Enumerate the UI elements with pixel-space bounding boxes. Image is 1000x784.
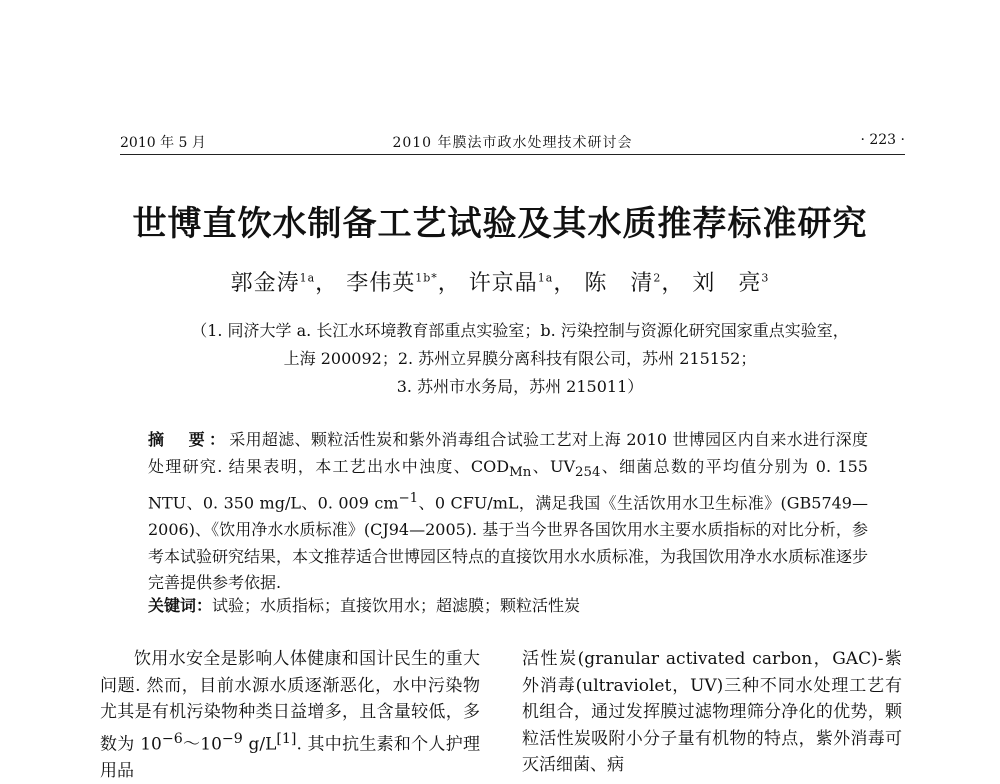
body-text: . 其中抗生素和个人护理用品 (100, 734, 480, 781)
keywords-label: 关键词： (148, 596, 213, 615)
header-page-number: · 223 · (860, 132, 905, 148)
body-text: 饮用水安全是影响人体健康和国计民生的重大问题. 然而，目前水源水质逐渐恶化，水中污染物尤其是有机污染物种类日益增多，且含量较低，多数为 10 (100, 649, 480, 755)
abstract-text: 、细菌总数的平均值分别为 0. 155 NTU、0. 350 mg/L、0. 009 cm (148, 456, 868, 513)
citation-ref[interactable]: [1] (276, 730, 297, 747)
affiliation-line: （1. 同济大学 a. 长江水环境教育部重点实验室；b. 污染控制与资源化研究国家重点实验室， (191, 321, 849, 340)
abstract-subscript: Mn (509, 464, 532, 480)
exponent: −9 (221, 730, 243, 747)
keywords-text: 试验；水质指标；直接饮用水；超滤膜；颗粒活性炭 (212, 596, 581, 615)
author-affil-mark: 2 (653, 271, 662, 285)
body-text: 活性炭(granular activated carbon，GAC)-紫外消毒(ultraviolet，UV)三种不同水处理工艺有机组合，通过发挥膜过滤物理筛分净化的优势，颗粒活性炭吸附小分子量有机物的特点，紫外消毒可灭活细菌、病 (522, 649, 902, 775)
header-date: 2010 年 5 月 (120, 135, 206, 151)
abstract-text: 采用超滤、颗粒活性炭和紫外消毒组合试验工艺对上海 2010 世博园区内自来水进行深度处理研究. 结果表明，本工艺出水中浊度、COD (148, 430, 868, 476)
author-affil-mark: 1b* (415, 271, 438, 285)
author-name: 许京晶 (468, 271, 538, 296)
author-name: 刘 亮 (692, 271, 762, 296)
author-affil-mark: 1a (299, 271, 316, 285)
paper-title: 世博直饮水制备工艺试验及其水质推荐标准研究 (132, 204, 868, 244)
abstract-text: 、UV (531, 456, 576, 476)
author-name: 郭金涛 (230, 271, 300, 296)
author-list (0, 266, 1000, 297)
body-text: g/L (242, 734, 277, 755)
author-separator: ， (553, 271, 577, 296)
author-separator: ， (661, 271, 685, 296)
author-separator: ， (315, 271, 339, 296)
header-conference: 2010 年膜法市政水处理技术研讨会 (392, 135, 633, 151)
abstract-text: 、0 CFU/mL，满足我国《生活饮用水卫生标准》(GB5749—2006)、《饮用净水水质标准》(CJ94—2005). 基于当今世界各国饮用水主要水质指标的对比分析，参考本试验研究结果，本文推荐适合世博园区特点的直接饮用水水质标准，为我国饮用净水水质标准逐步完善提供参考依据. (148, 493, 869, 593)
author-name: 陈 清 (584, 271, 654, 296)
author-name: 李伟英 (346, 271, 416, 296)
exponent: −6 (161, 730, 183, 747)
abstract-subscript: 254 (575, 464, 601, 480)
body-column-left (100, 646, 480, 784)
affiliation-line: 3. 苏州市水务局，苏州 215011） (396, 377, 644, 396)
author-separator: ， (437, 271, 461, 296)
author-affil-mark: 3 (761, 271, 770, 285)
author-affil-mark: 1a (537, 271, 554, 285)
keywords (148, 593, 868, 616)
abstract-superscript: −1 (398, 491, 419, 507)
abstract-label: 摘 要： (148, 430, 230, 449)
body-column-right (522, 646, 902, 779)
abstract (148, 427, 868, 597)
body-text: ～10 (182, 734, 222, 755)
affiliation-line: 上海 200092；2. 苏州立昇膜分离科技有限公司，苏州 215152； (283, 349, 757, 368)
running-header (120, 128, 905, 155)
